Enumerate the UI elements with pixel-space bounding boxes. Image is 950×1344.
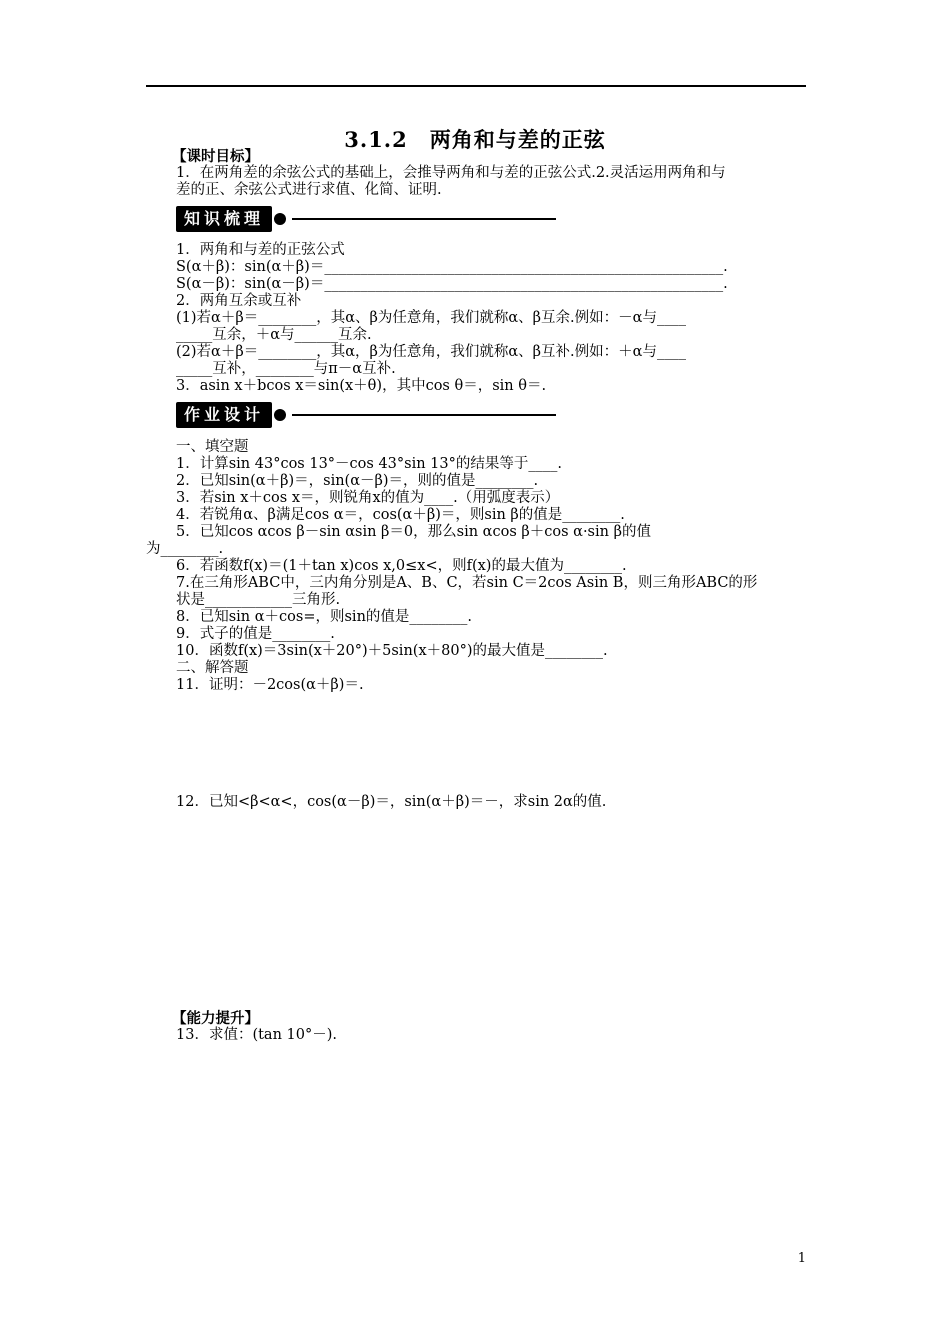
ability-line-1: 13．求值：(tan 10°－).: [176, 1027, 337, 1043]
banner-rule: [292, 218, 556, 220]
goals-line-1: 1．在两角差的余弦公式的基础上，会推导两角和与差的正弦公式.2.灵活运用两角和与: [176, 165, 726, 181]
hw-line-1: 一、填空题: [176, 439, 249, 455]
page-number: 1: [797, 1251, 806, 1266]
hw-line-12: 9．式子的值是________.: [176, 626, 335, 642]
k-line-2: S(α＋β)：sin(α＋β)＝_______________________________________________________.: [176, 259, 728, 275]
k-line-8: _____互补，________与π－α互补.: [176, 361, 396, 377]
goals-heading: 【课时目标】: [172, 148, 259, 165]
k-line-7: (2)若α＋β＝________，其α，β为任意角，我们就称α、β互补.例如：＋α与____: [176, 344, 686, 360]
k-line-9: 3．asin x＋bcos x＝sin(x＋θ)，其中cos θ＝，sin θ＝.: [176, 378, 547, 394]
k-line-3: S(α－β)：sin(α－β)＝_______________________________________________________.: [176, 276, 728, 292]
hw-line-11: 8．已知sin α＋cos=，则sin的值是________.: [176, 609, 473, 625]
hw-line-13: 10．函数f(x)＝3sin(x＋20°)＋5sin(x＋80°)的最大值是________.: [176, 643, 608, 659]
goals-line-2: 差的正、余弦公式进行求值、化简、证明.: [176, 182, 442, 198]
k-line-5: (1)若α＋β＝________，其α、β为任意角，我们就称α、β互余.例如：－α与____: [176, 310, 686, 326]
hw-line-3: 2．已知sin(α＋β)＝，sin(α－β)＝，则的值是________.: [176, 473, 539, 489]
bullet-icon: [274, 213, 286, 225]
header-rule: [146, 85, 806, 87]
k-line-4: 2．两角互余或互补: [176, 293, 302, 309]
page-title: 3.1.2 两角和与差的正弦: [344, 127, 606, 152]
ability-heading: 【能力提升】: [172, 1010, 259, 1027]
bullet-icon: [274, 409, 286, 421]
hw-line-6: 5．已知cos αcos β－sin αsin β＝0，那么sin αcos β＋cos α·sin β的值: [176, 524, 651, 540]
hw-line-10: 状是____________三角形.: [176, 592, 341, 608]
hw-line-5: 4．若锐角α、β满足cos α＝，cos(α＋β)＝，则sin β的值是________.: [176, 507, 625, 523]
section-banner-knowledge: [176, 206, 556, 232]
hw-line-9: 7.在三角形ABC中，三内角分别是A、B、C，若sin C＝2cos Asin B，则三角形ABC的形: [176, 575, 758, 591]
hw-line-4: 3．若sin x＋cos x＝，则锐角x的值为____.（用弧度表示）: [176, 490, 560, 506]
k-line-1: 1．两角和与差的正弦公式: [176, 242, 345, 258]
banner-label: 知识梳理: [176, 206, 272, 232]
hw-line-8: 6．若函数f(x)＝(1＋tan x)cos x,0≤x<，则f(x)的最大值为________.: [176, 558, 627, 574]
k-line-6: _____互余，＋α与______互余.: [176, 327, 372, 343]
hw-line-14: 二、解答题: [176, 660, 249, 676]
banner-label: 作业设计: [176, 402, 272, 428]
banner-rule: [292, 414, 556, 416]
hw-line-7: 为________.: [146, 541, 224, 557]
section-banner-homework: [176, 402, 556, 428]
hw-line-2: 1．计算sin 43°cos 13°－cos 43°sin 13°的结果等于____.: [176, 456, 562, 472]
hw-line-16: 12．已知<β<α<，cos(α－β)＝，sin(α＋β)＝－，求sin 2α的值.: [176, 794, 607, 810]
hw-line-15: 11．证明：－2cos(α＋β)＝.: [176, 677, 364, 693]
